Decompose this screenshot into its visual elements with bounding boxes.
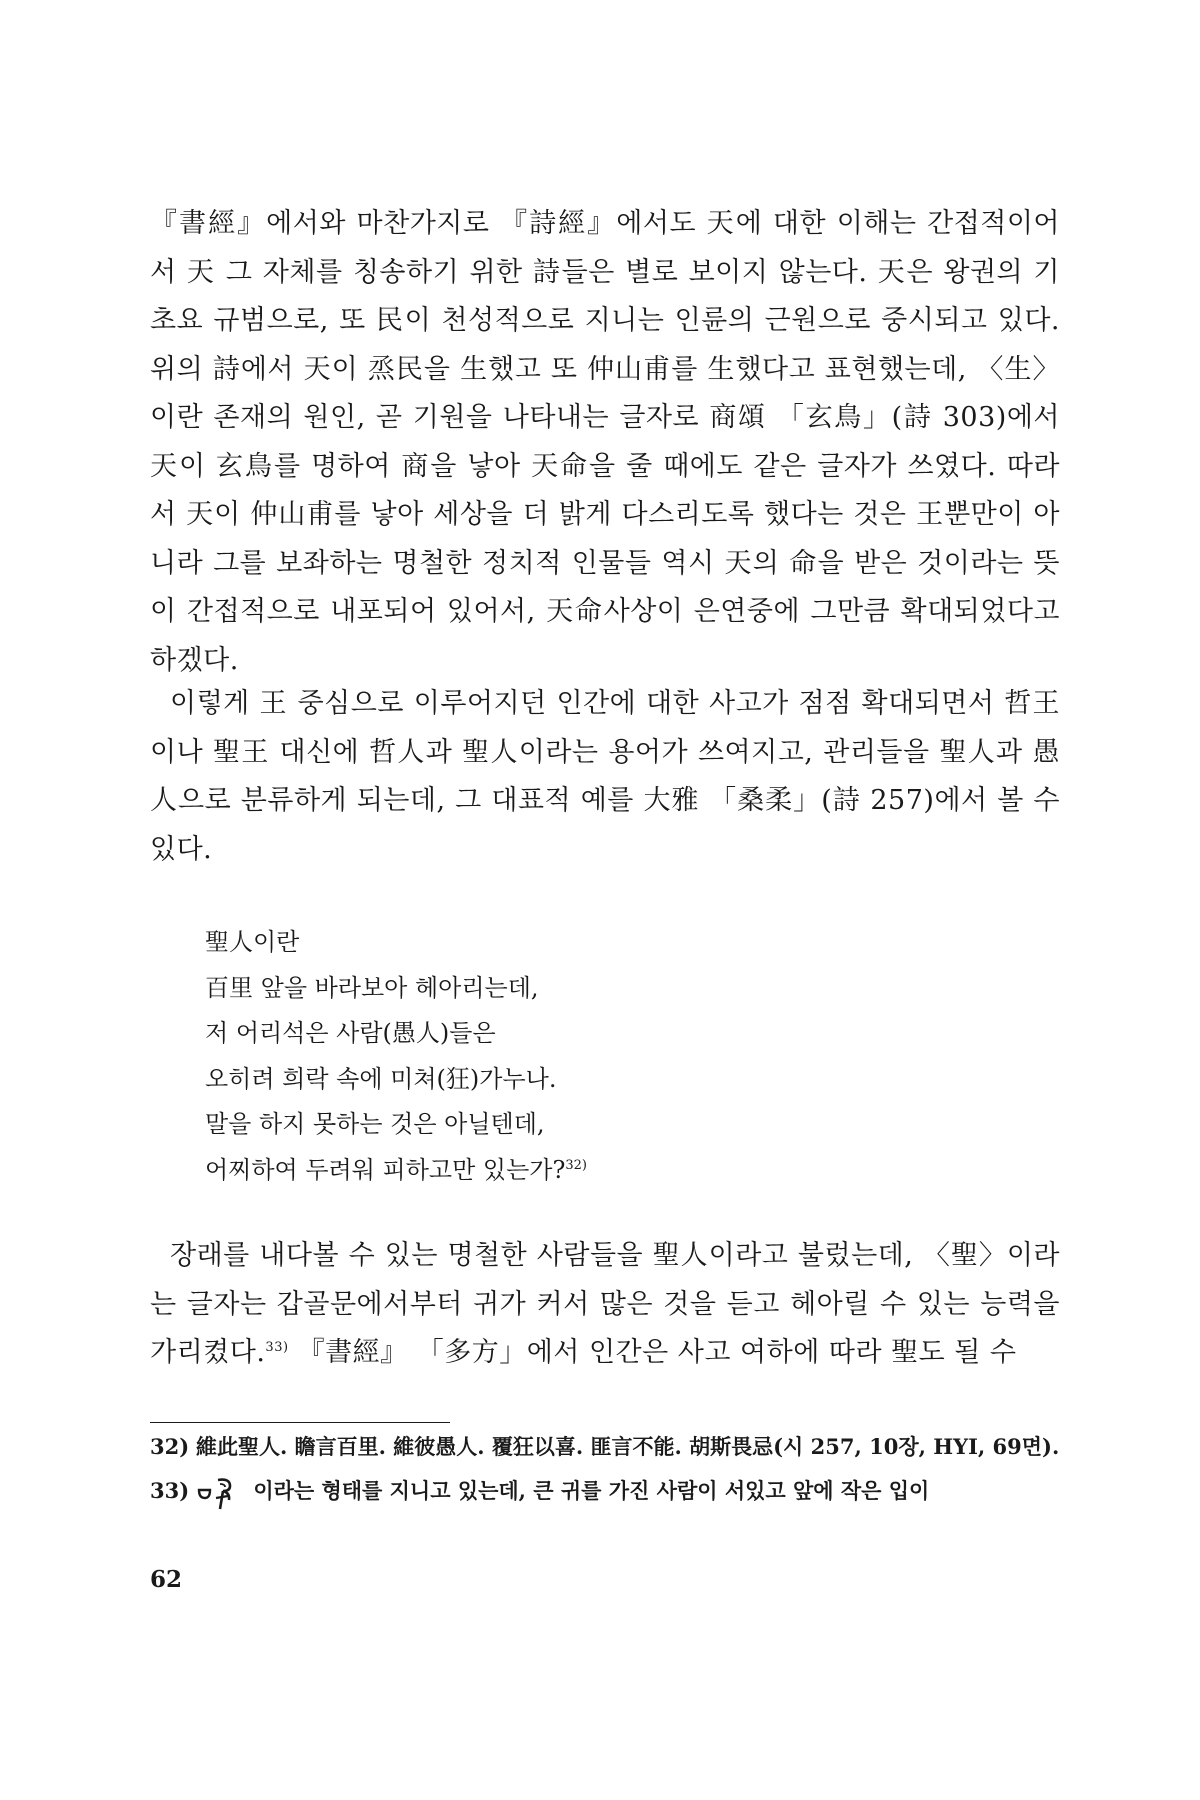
poem-line-6-wrapper [205, 1148, 1005, 1194]
footnote-text: 이라는 형태를 지니고 있는데, 큰 귀를 가진 사람이 서있고 앞에 작은 입이 [253, 1478, 930, 1503]
footnote-ref-32: 32) [565, 1157, 587, 1173]
footnote-ref-33: 33) [265, 1340, 289, 1355]
page-number: 62 [150, 1566, 183, 1593]
body-paragraph-2: 이렇게 王 중심으로 이루어지던 인간에 대한 사고가 점점 확대되면서 哲王이나 聖王 대신에 哲人과 聖人이라는 용어가 쓰여지고, 관리들을 聖人과 愚人으로 분류하게 되는데, 그 대표적 예를 大雅 「桑柔」(詩 257)에서 볼 수 있다. [150, 688, 1060, 865]
footnote-number: 32) [150, 1434, 190, 1459]
poem-line-5: 말을 하지 못하는 것은 아닐텐데, [205, 1110, 545, 1138]
oracle-bone-sheng-icon [196, 1476, 240, 1510]
footnote-33 [150, 1474, 1060, 1510]
body-paragraph-3-text: 장래를 내다볼 수 있는 명철한 사람들을 聖人이라고 불렀는데, 〈聖〉이라는 글자는 갑골문에서부터 귀가 커서 많은 것을 듣고 헤아릴 수 있는 능력을 가리켰다. [150, 1240, 1060, 1368]
poem-quote [205, 920, 1005, 1193]
poem-line-6: 어찌하여 두려워 피하고만 있는가? [205, 1155, 566, 1184]
poem-line-4: 오히려 희락 속에 미쳐(狂)가누나. [205, 1064, 557, 1093]
footnotes [150, 1430, 1060, 1510]
footnote-divider [150, 1422, 450, 1423]
footnote-text: 維此聖人. 瞻言百里. 維彼愚人. 覆狂以喜. 匪言不能. 胡斯畏忌(시 257, 10장, HYI, 69면). [196, 1434, 1060, 1459]
body-paragraph-3 [150, 1232, 1060, 1378]
footnote-32 [150, 1430, 1060, 1464]
poem-line-2: 百里 앞을 바라보아 헤아리는데, [205, 973, 539, 1002]
body-paragraph-3-tail: 『書經』 「多方」에서 인간은 사고 여하에 따라 聖도 될 수 [288, 1337, 1017, 1368]
poem-line-1: 聖人이란 [205, 928, 300, 956]
poem-line-3: 저 어리석은 사람(愚人)들은 [205, 1019, 496, 1047]
body-paragraph-1: 『書經』에서와 마찬가지로 『詩經』에서도 天에 대한 이해는 간접적이어서 天 그 자체를 칭송하기 위한 詩들은 별로 보이지 않는다. 天은 왕권의 기초요 규범으로, 또 民이 천성적으로 지니는 인륜의 근원으로 중시되고 있다. 위의 詩에서 天이 烝民을 生했고 또 仲山甫를 生했다고 표현했는데, 〈生〉이란 존재의 원인, 곧 기원을 나타내는 글자로 商頌 「玄鳥」(詩 303)에서 天이 玄鳥를 명하여 商을 낳아 天命을 줄 때에도 같은 글자가 쓰였다. 따라서 天이 仲山甫를 낳아 세상을 더 밝게 다스리도록 했다는 것은 王뿐만이 아니라 그를 보좌하는 명철한 정치적 인물들 역시 天의 命을 받은 것이라는 뜻이 간접적으로 내포되어 있어서, 天命사상이 은연중에 그만큼 확대되었다고 하겠다. [150, 208, 1060, 676]
footnote-number: 33) [150, 1478, 190, 1503]
